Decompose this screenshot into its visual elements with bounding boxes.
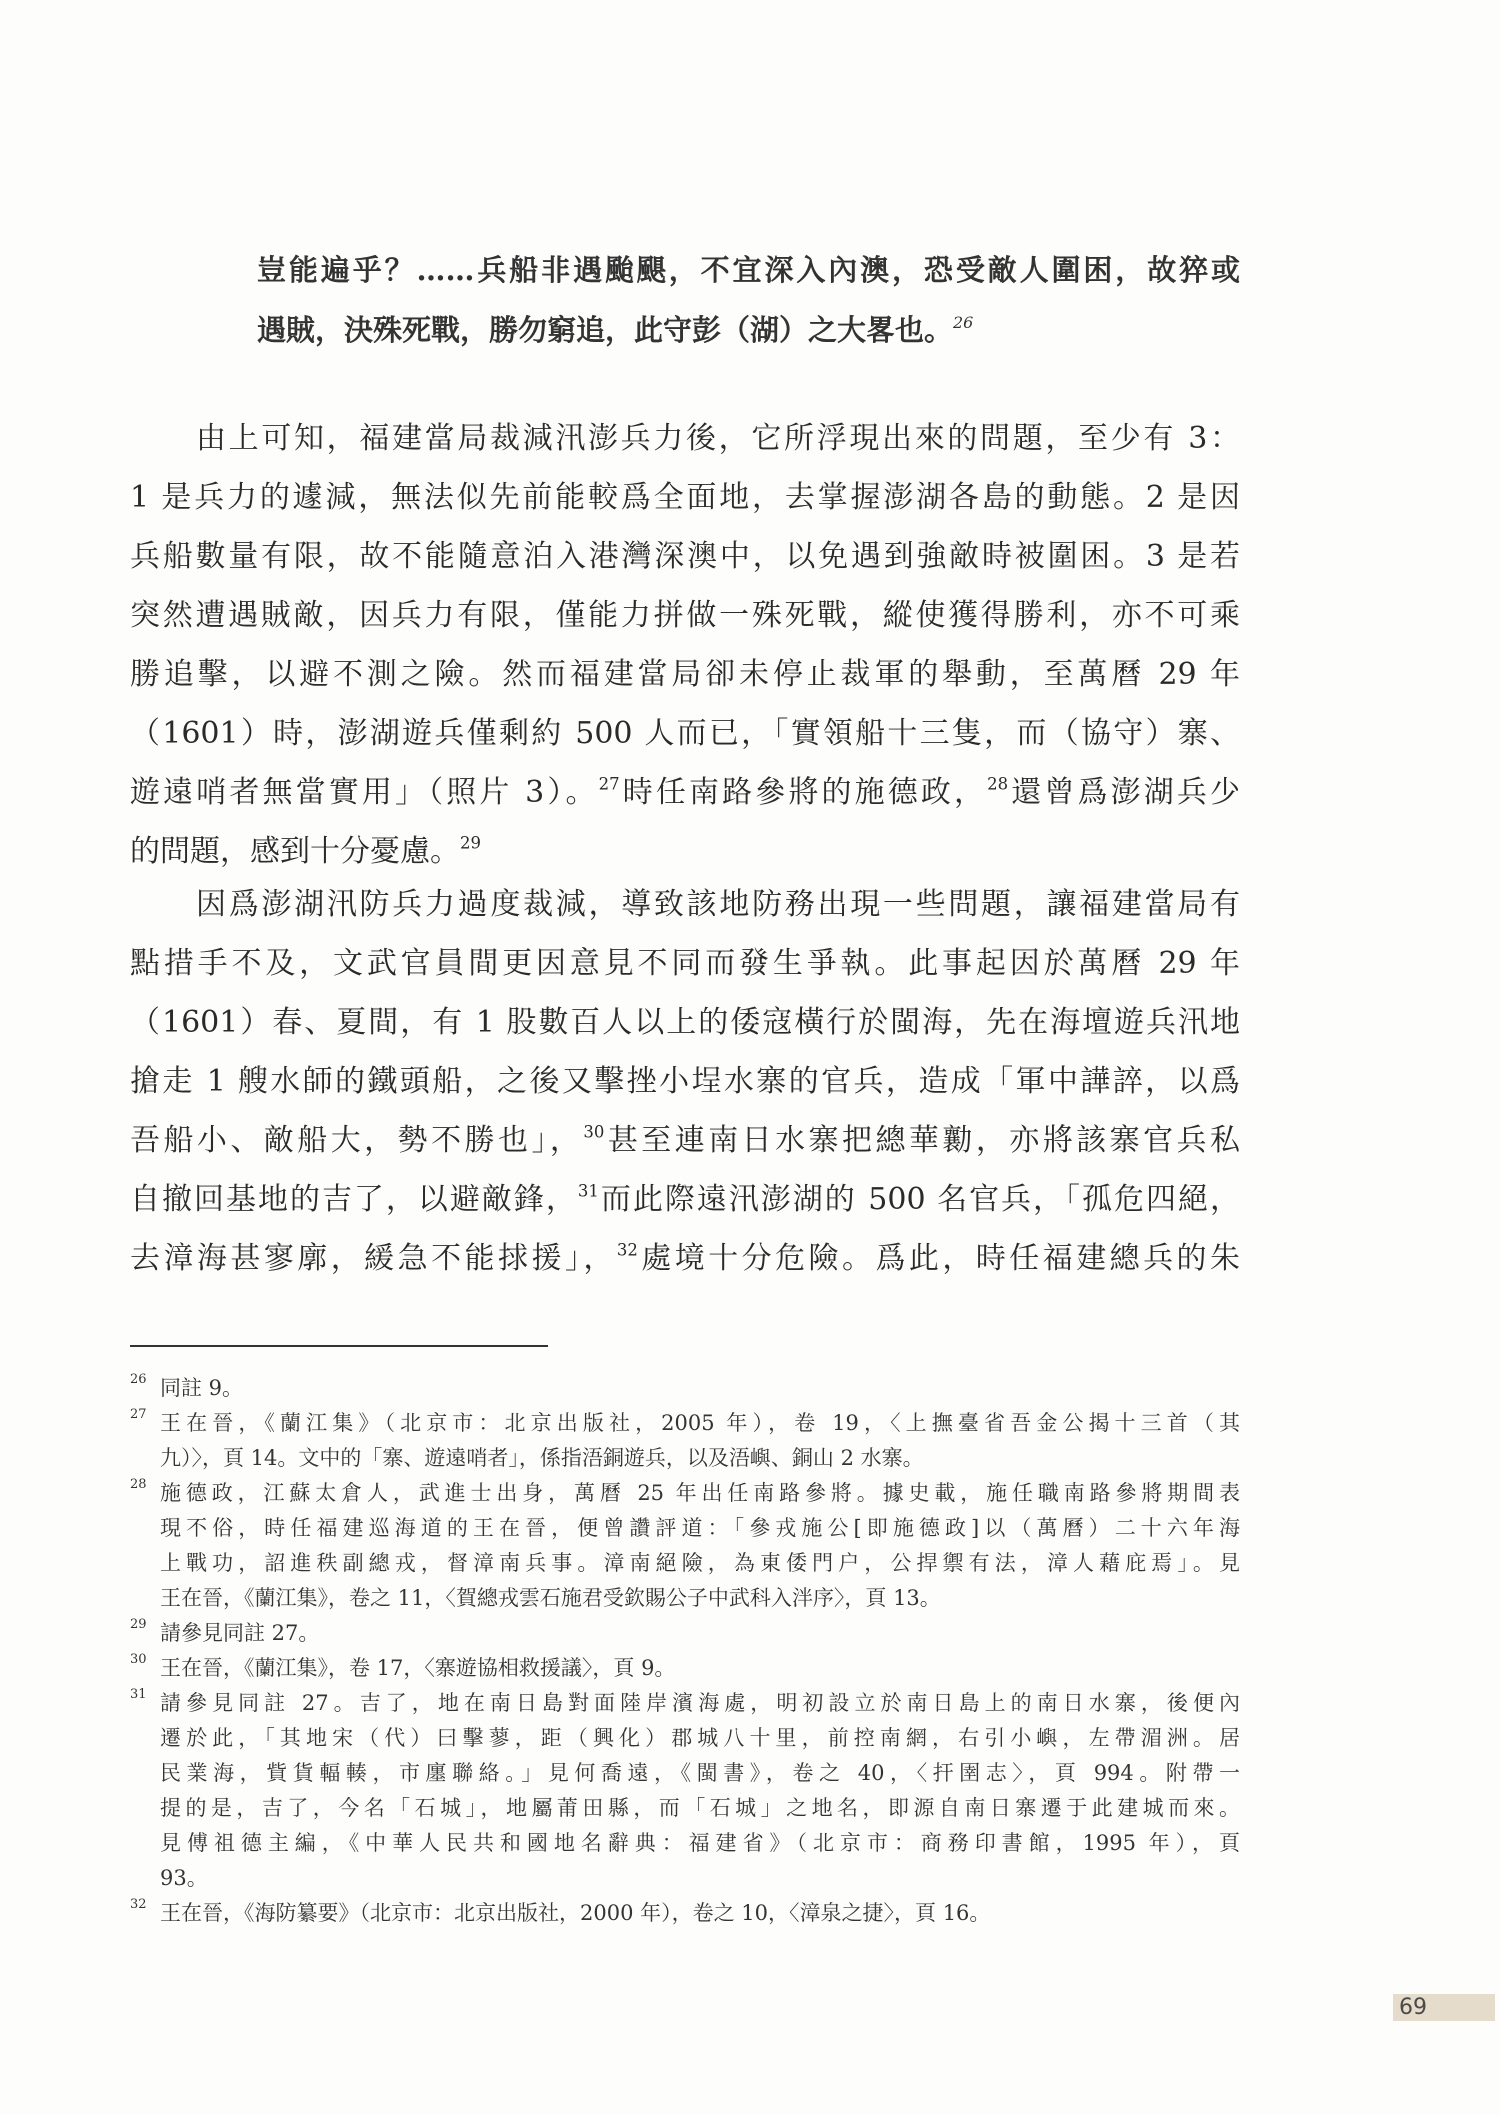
footnote	[130, 1651, 1240, 1686]
text-segment: 搶走 1 艘水師的鐵頭船，之後又擊挫小埕水寨的官兵，造成「軍中譁誶，以爲	[130, 1064, 1240, 1099]
text-line	[257, 240, 1240, 300]
text-line	[130, 468, 1240, 527]
footnote-ref: 30	[583, 1122, 605, 1142]
block-quote	[257, 240, 1240, 360]
page-number: 69	[1393, 1994, 1495, 2021]
body-paragraph	[130, 875, 1240, 1288]
text-line	[130, 1229, 1240, 1288]
text-line	[257, 300, 1240, 360]
text-segment: （1601）春、夏間，有 1 股數百人以上的倭寇橫行於閩海，先在海壇遊兵汛地	[130, 1005, 1240, 1040]
footnote-ref: 28	[987, 774, 1009, 794]
text-segment: 時任南路參將的施德政，	[619, 775, 988, 810]
footnote-line: 王在晉，《蘭江集》（北京市：北京出版社，2005 年），卷 19，〈上撫臺省吾金公揭十三首（其	[160, 1411, 1240, 1435]
text-segment: 1 是兵力的遽減，無法似先前能較爲全面地，去掌握澎湖各島的動態。2 是因	[130, 480, 1240, 515]
text-line	[130, 1170, 1240, 1229]
footnote-divider	[130, 1345, 548, 1347]
footnote-line: 施德政，江蘇太倉人，武進士出身，萬曆 25 年出任南路參將。據史載，施任職南路參將期間表	[160, 1481, 1240, 1505]
text-segment: 因爲澎湖汛防兵力過度裁減，導致該地防務出現一些問題，讓福建當局有	[196, 887, 1240, 922]
footnote-ref: 32	[616, 1240, 638, 1260]
footnote-line: 提的是，吉了，今名「石城」，地屬莆田縣，而「石城」之地名，即源自南日寨遷于此建城而來。	[160, 1796, 1240, 1820]
text-line	[130, 763, 1240, 822]
text-line	[130, 822, 1240, 881]
footnote-number: 29	[130, 1617, 147, 1632]
footnote-line: 王在晉，《蘭江集》，卷之 11，〈賀總戎雲石施君受欽賜公子中武科入泮序〉，頁 13。	[160, 1586, 941, 1610]
text-segment: 遊遠哨者無當實用」（照片 3）。	[130, 775, 599, 810]
footnote-number: 30	[130, 1652, 147, 1667]
footnote-line: 王在晉，《海防纂要》（北京市：北京出版社，2000 年），卷之 10，〈漳泉之捷〉，頁 16。	[160, 1901, 991, 1925]
footnote-number: 27	[130, 1407, 147, 1422]
footnotes	[130, 1371, 1240, 1931]
footnote-number: 26	[130, 1372, 147, 1387]
text-line	[130, 875, 1240, 934]
text-segment: 甚至連南日水寨把總華勷，亦將該寨官兵私	[604, 1123, 1241, 1158]
footnote-line: 同註 9。	[160, 1376, 244, 1400]
footnote-line: 見傅祖德主編，《中華人民共和國地名辭典：福建省》（北京市：商務印書館，1995 年），頁	[160, 1831, 1240, 1855]
text-segment: 的問題，感到十分憂慮。	[130, 834, 460, 869]
text-segment: 突然遭遇賊敵，因兵力有限，僅能力拼做一殊死戰，縱使獲得勝利，亦不可乘	[130, 598, 1240, 633]
footnote	[130, 1371, 1240, 1406]
text-segment: 由上可知，福建當局裁減汛澎兵力後，它所浮現出來的問題，至少有 3：	[196, 421, 1240, 456]
text-segment: 吾船小、敵船大，勢不勝也」，	[130, 1123, 584, 1158]
text-line	[130, 704, 1240, 763]
footnote	[130, 1686, 1240, 1896]
text-line	[130, 527, 1240, 586]
text-line	[130, 586, 1240, 645]
text-line	[130, 934, 1240, 993]
text-segment: 遇賊，決殊死戰，勝勿窮追，此守彭（湖）之大畧也。	[257, 313, 954, 347]
footnote-line: 93。	[160, 1866, 208, 1890]
text-segment: 點措手不及，文武官員間更因意見不同而發生爭執。此事起因於萬曆 29 年	[130, 946, 1240, 981]
footnote-line: 王在晉，《蘭江集》，卷 17，〈寨遊協相救援議〉，頁 9。	[160, 1656, 676, 1680]
footnote-number: 31	[130, 1687, 147, 1702]
footnote-number: 32	[130, 1897, 147, 1912]
footnote-line: 現不俗，時任福建巡海道的王在晉，便曾讚評道：「參戎施公[即施德政]以（萬曆）二十六年海	[160, 1516, 1240, 1540]
text-segment: 自撤回基地的吉了，以避敵鋒，	[130, 1182, 578, 1217]
body-paragraph	[130, 409, 1240, 881]
footnote-line: 遷於此，「其地宋（代）曰擊蓼，距（興化）郡城八十里，前控南網，右引小嶼，左帶湄洲。居	[160, 1726, 1240, 1750]
footnote	[130, 1406, 1240, 1476]
footnote-line: 請參見同註 27。	[160, 1621, 320, 1645]
footnote-ref: 31	[577, 1181, 599, 1201]
text-segment: 還曾爲澎湖兵少	[1008, 775, 1240, 810]
text-segment: （1601）時，澎湖遊兵僅剩約 500 人而已，「實領船十三隻，而（協守）寨、	[130, 716, 1240, 751]
text-line	[130, 409, 1240, 468]
footnote	[130, 1896, 1240, 1931]
footnote-ref: 26	[953, 313, 974, 333]
text-segment: 處境十分危險。爲此，時任福建總兵的朱	[637, 1241, 1241, 1276]
text-line	[130, 1052, 1240, 1111]
footnote-line: 九）〉，頁 14。文中的「寨、遊遠哨者」，係指浯銅遊兵，以及浯嶼、銅山 2 水寨。	[160, 1446, 924, 1470]
text-line	[130, 1111, 1240, 1170]
text-segment: 去漳海甚寥廓，緩急不能捄援」，	[130, 1241, 617, 1276]
footnote-line: 民業海，貲貨輻輳，市廛聯絡。」見何喬遠，《閩書》，卷之 40，〈扞圉志〉，頁 994。附帶一	[160, 1761, 1240, 1785]
footnote-ref: 27	[598, 774, 620, 794]
footnote	[130, 1476, 1240, 1616]
footnote-line: 請參見同註 27。吉了，地在南日島對面陸岸濱海處，明初設立於南日島上的南日水寨，後便內	[160, 1691, 1240, 1715]
footnote-line: 上戰功，詔進秩副總戎，督漳南兵事。漳南絕險，為東倭門户，公捍禦有法，漳人藉庇焉」。見	[160, 1551, 1240, 1575]
footnote-ref: 29	[460, 833, 481, 853]
text-line	[130, 645, 1240, 704]
text-line	[130, 993, 1240, 1052]
text-segment: 而此際遠汛澎湖的 500 名官兵，「孤危四絕，	[598, 1182, 1240, 1217]
text-segment: 兵船數量有限，故不能隨意泊入港灣深澳中，以免遇到強敵時被圍困。3 是若	[130, 539, 1240, 574]
text-segment: 豈能遍乎？……兵船非遇颱颶，不宜深入內澳，恐受敵人圍困，故猝或	[257, 253, 1240, 287]
footnote	[130, 1616, 1240, 1651]
text-segment: 勝追擊，以避不測之險。然而福建當局卻未停止裁軍的舉動，至萬曆 29 年	[130, 657, 1240, 692]
footnote-number: 28	[130, 1477, 147, 1492]
